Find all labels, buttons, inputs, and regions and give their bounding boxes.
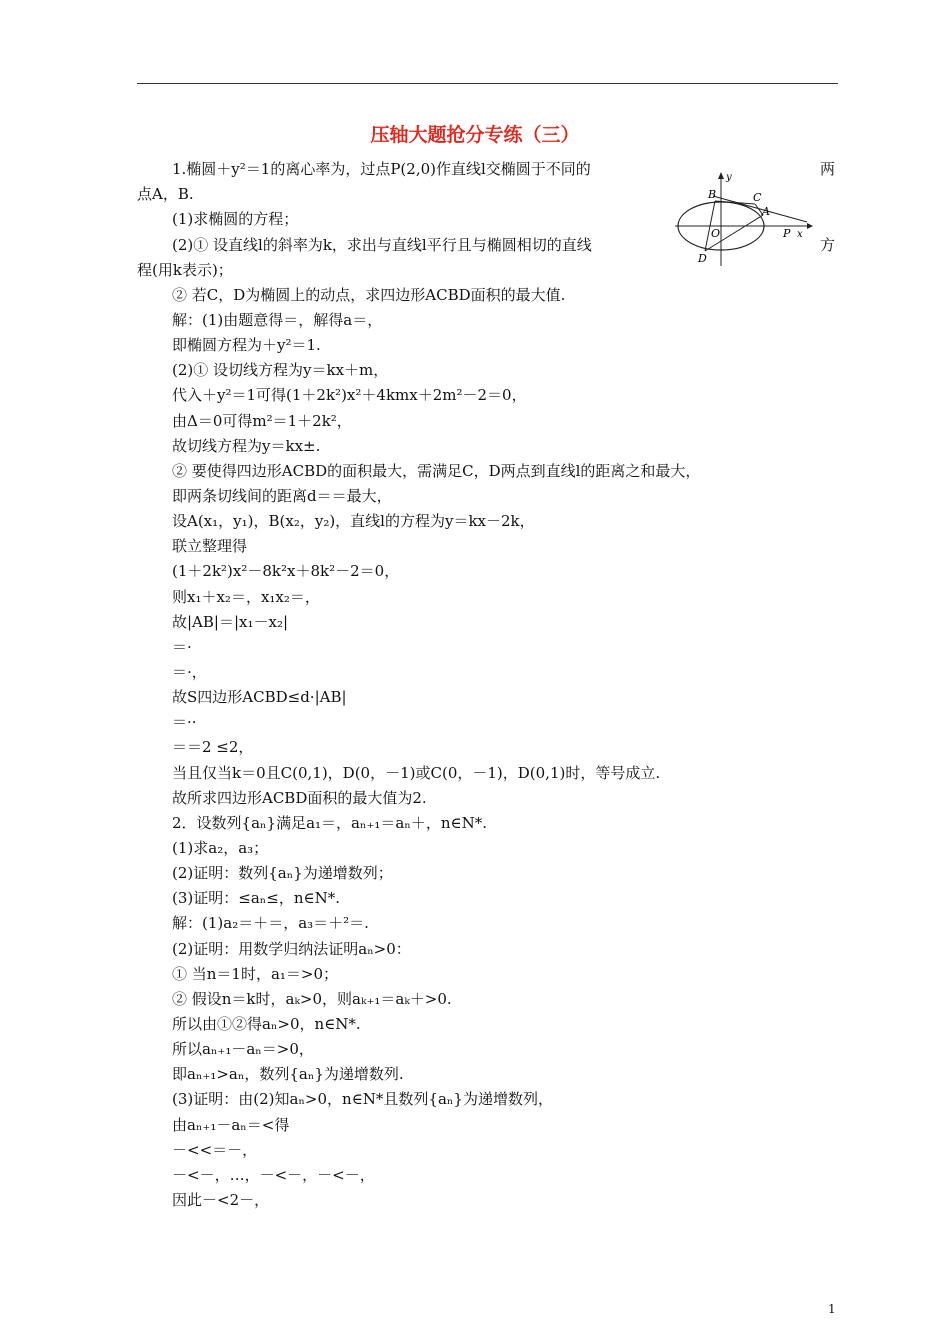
problem2-line: 所以由①②得aₙ>0，n∈N*. [172,1015,361,1033]
problem2-line: (2)证明：数列{aₙ}为递增数列； [172,864,393,882]
problem1-question-2: (2)① 设直线l的斜率为k，求出与直线l平行且与椭圆相切的直线 [172,236,592,254]
problem1-intro: 1.椭圆＋y²＝1的离心率为，过点P(2,0)作直线l交椭圆于不同的 [172,160,591,178]
solution-line: ＝＝2 ≤2， [172,738,254,756]
solution-line: 解：(1)由题意得＝，解得a＝， [172,311,383,329]
problem2-line: (2)证明：用数学归纳法证明aₙ>0： [172,940,411,958]
problem2-line: (3)证明：≤aₙ≤，n∈N*. [172,889,340,907]
problem1-question-2-continued: 程(用k表示)； [137,261,233,279]
solution-line: ＝·· [172,713,197,731]
problem2-line: (1)求a₂，a₃； [172,839,269,857]
label-D: D [698,252,707,265]
problem1-intro-continued: 点A，B. [137,185,194,203]
header-rule [137,83,838,84]
problem2-line: 由aₙ₊₁－aₙ＝<得 [172,1116,290,1134]
problem2-line: 解：(1)a₂＝＋＝，a₃＝＋²＝. [172,914,369,932]
problem2-line: 所以aₙ₊₁－aₙ＝>0， [172,1040,314,1058]
ellipse-figure [675,158,815,268]
problem2-line: 2．设数列{aₙ}满足a₁＝，aₙ₊₁＝aₙ＋，n∈N*. [172,814,487,832]
solution-line: 则x₁＋x₂＝，x₁x₂＝， [172,588,320,606]
problem2-line: －<－，…，－<－，－<－， [172,1166,375,1184]
solution-line: (1＋2k²)x²－8k²x＋8k²－2＝0， [172,562,400,580]
solution-line: ＝· [172,638,192,656]
solution-line: 故S四边形ACBD≤d·|AB| [172,688,347,706]
solution-line: ＝·， [172,663,207,681]
problem2-line: ① 当n＝1时，a₁＝>0； [172,965,339,983]
x-axis-arrow [807,223,813,229]
problem2-line: (3)证明：由(2)知aₙ>0，n∈N*且数列{aₙ}为递增数列， [172,1090,553,1108]
label-O: O [711,227,721,240]
problem2-line: 即aₙ₊₁>aₙ，数列{aₙ}为递增数列. [172,1065,404,1083]
solution-line: 故所求四边形ACBD面积的最大值为2. [172,789,427,807]
page-number: 1 [828,1302,836,1316]
label-y: y [726,172,732,183]
label-x: x [797,229,803,240]
problem2-line: 因此－<2－， [172,1191,270,1209]
problem1-question-1: (1)求椭圆的方程； [172,210,299,228]
solution-line: 当且仅当k＝0且C(0,1)，D(0，－1)或C(0，－1)，D(0,1)时，等号成立. [172,764,661,782]
label-B: B [708,188,717,201]
problem2-line: ② 假设n＝k时，aₖ>0，则aₖ₊₁＝aₖ＋>0. [172,990,452,1008]
solution-line: 代入＋y²＝1可得(1＋2k²)x²＋4kmx＋2m²－2＝0， [172,386,527,404]
solution-line: 故切线方程为y＝kx±. [172,437,321,455]
problem1-intro-tail: 两 [820,160,836,178]
solution-line: (2)① 设切线方程为y＝kx＋m， [172,361,389,379]
solution-line: 设A(x₁，y₁)，B(x₂，y₂)，直线l的方程为y＝kx－2k， [172,512,535,530]
solution-line: 联立整理得 [172,537,248,555]
label-C: C [753,191,762,204]
problem1-question-2-part-2: ② 若C，D为椭圆上的动点，求四边形ACBD面积的最大值. [172,286,566,304]
solution-line: ② 要使得四边形ACBD的面积最大，需满足C，D两点到直线l的距离之和最大， [172,462,701,480]
page-title: 压轴大题抢分专练（三） [370,124,580,146]
solution-line: 故|AB|＝|x₁－x₂| [172,613,289,631]
problem1-question-2-tail: 方 [820,236,836,254]
problem2-line: －<<＝－， [172,1141,258,1159]
y-axis-arrow [718,172,724,179]
solution-line: 即两条切线间的距离d＝＝最大， [172,487,392,505]
label-A: A [762,205,770,218]
label-P: P [783,227,791,240]
solution-line: 由Δ＝0可得m²＝1＋2k²， [172,412,352,430]
solution-line: 即椭圆方程为＋y²＝1. [172,336,321,354]
